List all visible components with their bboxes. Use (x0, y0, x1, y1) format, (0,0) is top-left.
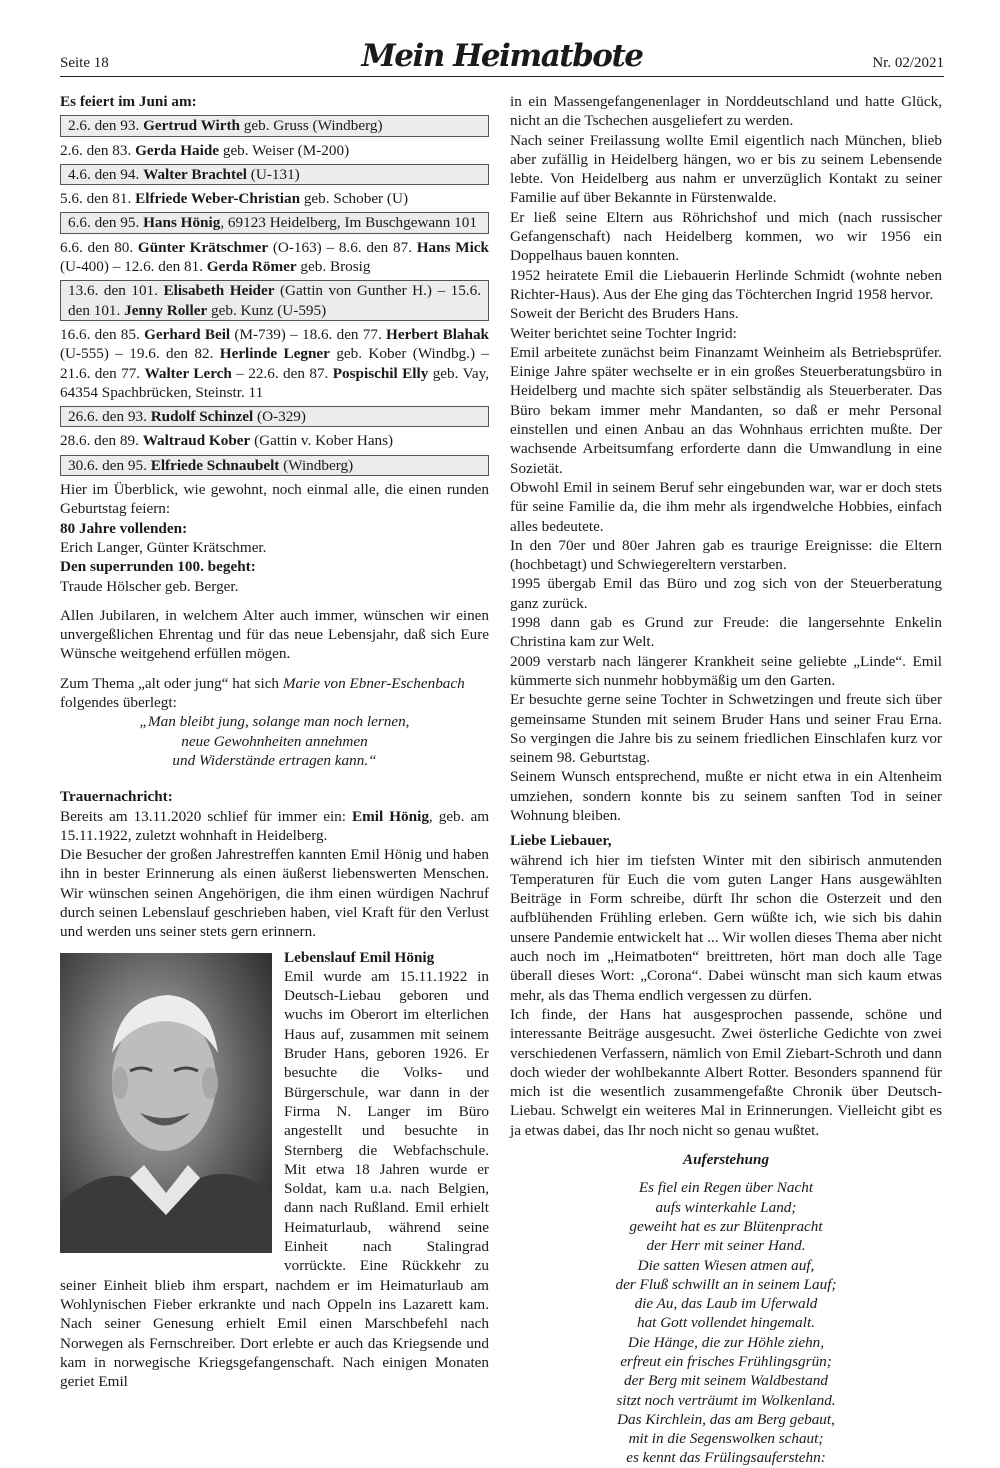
quote-author: Marie von Ebner-Eschenbach (282, 674, 465, 692)
poem-line: es kennt das Frülingsauferstehn: (626, 1449, 826, 1467)
biography-paragraph: 1995 übergab Emil das Büro und zog sich von der Steuerberatung ganz zurück. (510, 575, 942, 612)
left-column (60, 92, 489, 1391)
round-100-names: Traude Hölscher geb. Berger. (60, 577, 239, 595)
round-80-names: Erich Langer, Günter Krätschmer. (60, 538, 267, 556)
biography-continued: in ein Massengefangenenlager in Norddeutschland und hatte Glück, nicht an die Tschechen ausgeliefert zu werden. (510, 93, 942, 130)
poem (510, 1150, 942, 1468)
poem-line: Die Hänge, die zur Höhle ziehn, (627, 1333, 825, 1351)
quote-line: und Widerstände ertragen kann.“ (172, 751, 377, 769)
birthday-entry: 2.6. den 93. Gertrud Wirth geb. Gruss (Windberg) (60, 115, 489, 136)
biography-paragraph: Weiter berichtet seine Tochter Ingrid: (510, 324, 737, 342)
right-column (510, 92, 942, 1468)
biography-paragraph: Soweit der Bericht des Bruders Hans. (510, 305, 739, 323)
biography-paragraph: Er ließ seine Eltern aus Röhrichshof und mich (nach russischer Gefangenschaft) nach Heidelberg kommen, wo wir 1956 ein Doppelhaus bauen konnten. (510, 208, 942, 265)
birthday-entry: 26.6. den 93. Rudolf Schinzel (O-329) (60, 406, 489, 427)
overview-text: Hier im Überblick, wie gewohnt, noch einmal alle, die einen runden Geburtstag feiern: (60, 481, 489, 518)
birthday-entry: 30.6. den 95. Elfriede Schnaubelt (Windberg) (60, 455, 489, 476)
biography-paragraph: Emil arbeitete zunächst beim Finanzamt Weinheim als Betriebsprüfer. Einige Jahre später wechselte er in ein großes Steuerberatungsbüro in Heidelberg und machte sich später selbständig als Steuerberater. Das Büro bekam immer mehr Mandanten, so daß er mehr Personal einstellen und einen Anbau an das Wohnhaus errichten mußte. Der wachsende Arbeitsumfang erforderte dann die Umwandlung in eine Sozietät. (510, 343, 942, 477)
birthday-entry: 16.6. den 85. Gerhard Beil (M-739) – 18.6. den 77. Herbert Blahak (U-555) – 19.6. den 82. Herlinde Legner geb. Kober (Windbg.) – 21.6. den 77. Walter Lerch – 22.6. den 87. Pospischil Elly geb. Vay, 64354 Spachbrücken, Steinstr. 11 (60, 325, 489, 401)
mourning-heading: Trauernachricht: (60, 788, 173, 806)
portrait-drawing (60, 953, 272, 1253)
birthdays-heading: Es feiert im Juni am: (60, 93, 197, 110)
biography-text: Emil wurde am 15.11.1922 in Deutsch-Liebau geboren und wuchs im Oberort im elterlichen Haus auf, zusammen mit seinem Bruder Hans, geboren 1926. Er besuchte die Volks- und Bürgerschule, war dann in der Firma N. Langer im Büro angestellt und besuchte in Sternberg die Webfachschule. Mit etwa 18 Jahren wurde er Soldat, kam u.a. nach Belgien, dann nach Rußland. Emil erhielt Heimaturlaub, während seine Einheit nach Stalingrad vorrückte. Eine Rückkehr zu seiner Einheit blieb ihm erspart, nachdem er im Heimaturlaub am Wohlynischen Fieber erkrankte und nach Oppeln ins Lazarett kam. Nach seiner Genesung erhielt Emil einen Marschbefehl nach Norwegen als Fernschreiber. Dort erlebte er auch das Kriegsende und kam in norwegische Kriegsgefangenschaft. Nach einigen Monaten geriet Emil (60, 967, 489, 1391)
birthday-entry: 28.6. den 89. Waltraud Kober (Gattin v. Kober Hans) (60, 432, 394, 450)
poem-line: erfreut ein frisches Frühlingsgrün; (620, 1353, 832, 1370)
poem-line: sitzt noch verträumt im Wolkenland. (616, 1391, 836, 1409)
poem-line: hat Gott vollendet hingemalt. (636, 1314, 815, 1332)
poem-line: geweiht hat es zur Blütenpracht (629, 1217, 823, 1235)
poem-line: Es fiel ein Regen über Nacht (638, 1179, 814, 1197)
letter-greeting: Liebe Liebauer, (510, 832, 612, 850)
poem-line: der Berg mit seinem Waldbestand (624, 1372, 828, 1390)
biography-heading: Lebenslauf Emil Hönig (284, 948, 435, 966)
birthday-entry: 4.6. den 94. Walter Brachtel (U-131) (60, 164, 489, 185)
round-80-heading: 80 Jahre vollenden: (60, 519, 188, 537)
poem-line: Die satten Wiesen atmen auf, (637, 1256, 815, 1274)
letter-paragraph: Ich finde, der Hans hat ausgesprochen passende, schöne und interessante Beiträge ausgesucht. Zwei österliche Gedichte von zwei verschiedenen Verfassern, nämlich von Emil Ziebart-Schroth und dann doch wieder der wohlbekannte Albert Rotter. Besonders spannend für mich ist die wesentlich zusammengefaßte Chronik über Deutsch-Liebau. Schwelgt ein weiteres Mal in Erinnerungen. Vielleicht gibt es ja etwas dabei, das Ihr noch nicht so genau wußtet. (510, 1005, 942, 1139)
page-number: Seite 18 (60, 55, 109, 71)
quote-line: neue Gewohnheiten annehmen (181, 732, 368, 750)
page-header (60, 38, 944, 78)
poem-line: mit in die Segenswolken schaut; (628, 1430, 824, 1448)
biography-paragraph: Er besuchte gerne seine Tochter in Schwetzingen und freute sich über gemeinsame Stunden mit seinem Bruder Hans und seiner Frau Erna. So vergingen die Jahre bis zu seinem friedlichen Einschlafen kurz vor seinem 98. Geburtstag. (510, 691, 942, 767)
biography-paragraph: 1998 dann gab es Grund zur Freude: die langersehnte Enkelin Christina kam zur Welt. (510, 614, 942, 651)
poem-line: aufs winterkahle Land; (655, 1198, 797, 1216)
poem-title: Auferstehung (682, 1151, 770, 1169)
biography-paragraph: 1952 heiratete Emil die Liebauerin Herlinde Schmidt (wohnte neben Richter-Haus). Aus der Ehe ging das Töchterchen Ingrid 1958 hervor. (510, 266, 942, 303)
birthday-entry: 6.6. den 80. Günter Krätschmer (O-163) – 8.6. den 87. Hans Mick (U-400) – 12.6. den 81. Gerda Römer geb. Brosig (60, 238, 489, 276)
portrait-photo (60, 953, 272, 1253)
round-100-heading: Den superrunden 100. begeht: (60, 558, 256, 576)
birthday-entry: 13.6. den 101. Elisabeth Heider (Gattin von Gunther H.) – 15.6. den 101. Jenny Roller geb. Kunz (U-595) (60, 280, 489, 321)
poem-line: die Au, das Laub im Uferwald (634, 1295, 818, 1313)
theme-intro: Zum Thema „alt oder jung“ hat sich Marie von Ebner-Eschenbach folgendes überlegt: (60, 674, 465, 712)
mourning-text: Die Besucher der großen Jahrestreffen kannten Emil Hönig und haben ihn in bester Erinnerung als einen äußerst liebenswerten Menschen. Wir wünschen seinen Angehörigen, die ihm einen würdigen Nachruf durch seinen Lebenslauf geschrieben haben, viel Kraft für den Verlust und werden uns seiner stets gern erinnern. (60, 846, 489, 941)
biography-paragraph: Obwohl Emil in seinem Beruf sehr eingebunden war, war er doch stets für seine Familie da, die ihm mehr als irgendwelche Hobbies, einfach alles bedeutete. (510, 478, 942, 535)
poem-line: Das Kirchlein, das am Berg gebaut, (617, 1410, 835, 1428)
poem-line: der Herr mit seiner Hand. (646, 1237, 806, 1255)
biography-paragraph: Seinem Wunsch entsprechend, mußte er nicht etwa in ein Altenheim umziehen, sondern konnte bis zu seinem sanften Tod in seiner Wohnung bleiben. (510, 768, 942, 824)
poem-line: der Fluß schwillt an in seinem Lauf; (615, 1275, 837, 1293)
issue-number: Nr. 02/2021 (872, 55, 944, 71)
masthead-logo: Mein Heimatbote (361, 38, 643, 74)
quote-line: „Man bleibt jung, solange man noch lernen, (139, 713, 410, 731)
biography-paragraph: 2009 verstarb nach längerer Krankheit seine geliebte „Linde“. Emil kümmerte sich nunmehr hobbymäßig um den Garten. (510, 652, 942, 689)
birthday-entry: 5.6. den 81. Elfriede Weber-Christian geb. Schober (U) (60, 190, 408, 208)
header-divider (60, 76, 944, 77)
letter-paragraph: während ich hier im tiefsten Winter mit den sibirisch anmutenden Temperaturen für Euch die vom guten Langer Hans ausgewählten Beiträge in Form schreibe, dürft Ihr schon die Osterzeit und den aufblühenden Frühling erleben. Gern wüßte ich, wie sich bis dahin unsere Pandemie entwickelt hat ... Wir wollen dieses Thema aber nicht auch noch im „Heimatboten“ breittreten, hört man doch alle Tage überall dieses Wort: „Corona“. Dabei wünscht man sich kaum etwas mehr, als das Thema endlich vergessen zu dürfen. (510, 851, 942, 1004)
biography-paragraph: Nach seiner Freilassung wollte Emil eigentlich nach München, blieb aber zufällig in Heidelberg hängen, wo er bis zu seinem Lebensende lebte. Von Heidelberg aus nahm er unverzüglich Kontakt zu seiner Familie auf über Bekannte in Fürstenwalde. (510, 131, 942, 207)
birthday-entry: 6.6. den 95. Hans Hönig, 69123 Heidelberg, Im Buschgewann 101 (60, 212, 489, 233)
biography-block (60, 948, 489, 1392)
wishes-text: Allen Jubilaren, in welchem Alter auch immer, wünschen wir einen unvergeßlichen Ehrentag und für das neue Lebensjahr, daß sich Eure Wünsche weitgehend erfüllen mögen. (60, 606, 489, 663)
biography-paragraph: In den 70er und 80er Jahren gab es traurige Ereignisse: die Eltern (hochbetagt) und Schwiegereltern verstarben. (510, 536, 942, 574)
birthday-entry: 2.6. den 83. Gerda Haide geb. Weiser (M-200) (60, 141, 350, 159)
mourning-notice: Bereits am 13.11.2020 schlief für immer ein: Emil Hönig, geb. am 15.11.1922, zuletzt wohnhaft in Heidelberg. (60, 807, 490, 844)
